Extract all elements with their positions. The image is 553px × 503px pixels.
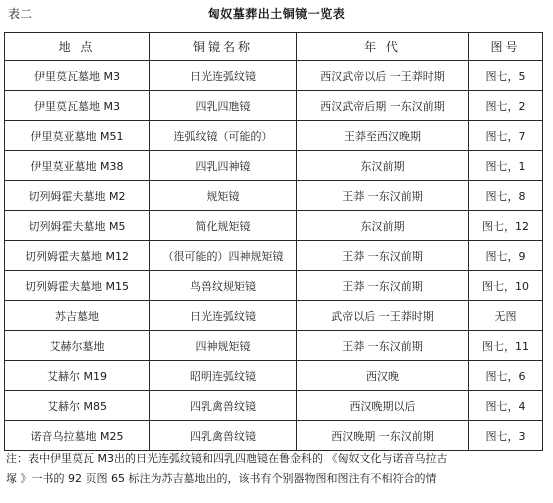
cell-figure-number: 图七，5: [469, 61, 543, 91]
table-row: [5, 301, 543, 331]
header-figure-number: 图号: [469, 33, 543, 61]
cell-location: 伊里莫瓦墓地 M3: [5, 91, 150, 121]
cell-period: 东汉前期: [297, 211, 469, 241]
header-location: 地 点: [5, 33, 150, 61]
cell-location: 伊里莫瓦墓地 M3: [5, 61, 150, 91]
cell-location: 切列姆霍夫墓地 M12: [5, 241, 150, 271]
cell-figure-number: 图七，11: [469, 331, 543, 361]
cell-location: 切列姆霍夫墓地 M2: [5, 181, 150, 211]
cell-mirror-name: 规矩镜: [150, 181, 297, 211]
cell-figure-number: 图七，1: [469, 151, 543, 181]
cell-location: 切列姆霍夫墓地 M5: [5, 211, 150, 241]
cell-figure-number: 图七，7: [469, 121, 543, 151]
cell-mirror-name: 四乳禽兽纹镜: [150, 421, 297, 451]
table-title: 匈奴墓葬出土铜镜一览表: [207, 7, 346, 21]
table-row: [5, 391, 543, 421]
cell-period: 西汉武帝以后 一王莽时期: [297, 61, 469, 91]
table-row: [5, 121, 543, 151]
cell-mirror-name: 四乳禽兽纹镜: [150, 391, 297, 421]
cell-figure-number: 图七，6: [469, 361, 543, 391]
cell-mirror-name: 日光连弧纹镜: [150, 61, 297, 91]
cell-mirror-name: 鸟兽纹规矩镜: [150, 271, 297, 301]
table-footnote: [6, 449, 549, 489]
cell-period: 西汉武帝后期 一东汉前期: [297, 91, 469, 121]
cell-figure-number: 无图: [469, 301, 543, 331]
cell-figure-number: 图七，9: [469, 241, 543, 271]
table-row: [5, 241, 543, 271]
table-row: [5, 361, 543, 391]
cell-period: 王莽 一东汉前期: [297, 181, 469, 211]
cell-figure-number: 图七，12: [469, 211, 543, 241]
cell-period: 王莽 一东汉前期: [297, 271, 469, 301]
header-period: 年 代: [297, 33, 469, 61]
table-row: [5, 271, 543, 301]
cell-period: 东汉前期: [297, 151, 469, 181]
table-row: [5, 211, 543, 241]
cell-figure-number: 图七，4: [469, 391, 543, 421]
cell-mirror-name: 昭明连弧纹镜: [150, 361, 297, 391]
cell-mirror-name: 日光连弧纹镜: [150, 301, 297, 331]
cell-location: 苏吉墓地: [5, 301, 150, 331]
cell-location: 伊里莫亚墓地 M38: [5, 151, 150, 181]
cell-location: 切列姆霍夫墓地 M15: [5, 271, 150, 301]
table-row: [5, 331, 543, 361]
cell-period: 王莽 一东汉前期: [297, 331, 469, 361]
cell-figure-number: 图七，10: [469, 271, 543, 301]
cell-figure-number: 图七，3: [469, 421, 543, 451]
cell-figure-number: 图七，2: [469, 91, 543, 121]
cell-mirror-name: 简化规矩镜: [150, 211, 297, 241]
cell-period: 西汉晚期 一东汉前期: [297, 421, 469, 451]
cell-period: 王莽至西汉晚期: [297, 121, 469, 151]
footnote-line: 塚 》一书的 92 页图 65 标注为苏吉墓地出的，该书有个别器物图和图注有不相符合的情: [6, 472, 437, 485]
cell-location: 诺音乌拉墓地 M25: [5, 421, 150, 451]
cell-location: 伊里莫亚墓地 M51: [5, 121, 150, 151]
bronze-mirror-table: [4, 32, 543, 451]
table-row: [5, 151, 543, 181]
cell-location: 艾赫尔墓地: [5, 331, 150, 361]
cell-mirror-name: 连弧纹镜（可能的）: [150, 121, 297, 151]
cell-location: 艾赫尔 M19: [5, 361, 150, 391]
cell-mirror-name: 四神规矩镜: [150, 331, 297, 361]
header-row: [5, 33, 543, 61]
cell-location: 艾赫尔 M85: [5, 391, 150, 421]
table-number-label: 表二: [8, 7, 33, 21]
cell-period: 西汉晚期以后: [297, 391, 469, 421]
cell-period: 武帝以后 一王莽时期: [297, 301, 469, 331]
cell-mirror-name: 四乳四虺镜: [150, 91, 297, 121]
table-row: [5, 421, 543, 451]
cell-period: 王莽 一东汉前期: [297, 241, 469, 271]
cell-mirror-name: （很可能的）四神规矩镜: [150, 241, 297, 271]
cell-mirror-name: 四乳四神镜: [150, 151, 297, 181]
table-row: [5, 91, 543, 121]
footnote-line: 注：表中伊里莫瓦 M3出的日光连弧纹镜和四乳四虺镜在鲁金科的 《匈奴文化与诺音乌拉古: [6, 452, 448, 465]
cell-period: 西汉晚: [297, 361, 469, 391]
cell-figure-number: 图七，8: [469, 181, 543, 211]
header-mirror-name: 铜镜名称: [150, 33, 297, 61]
table-row: [5, 181, 543, 211]
table-row: [5, 61, 543, 91]
